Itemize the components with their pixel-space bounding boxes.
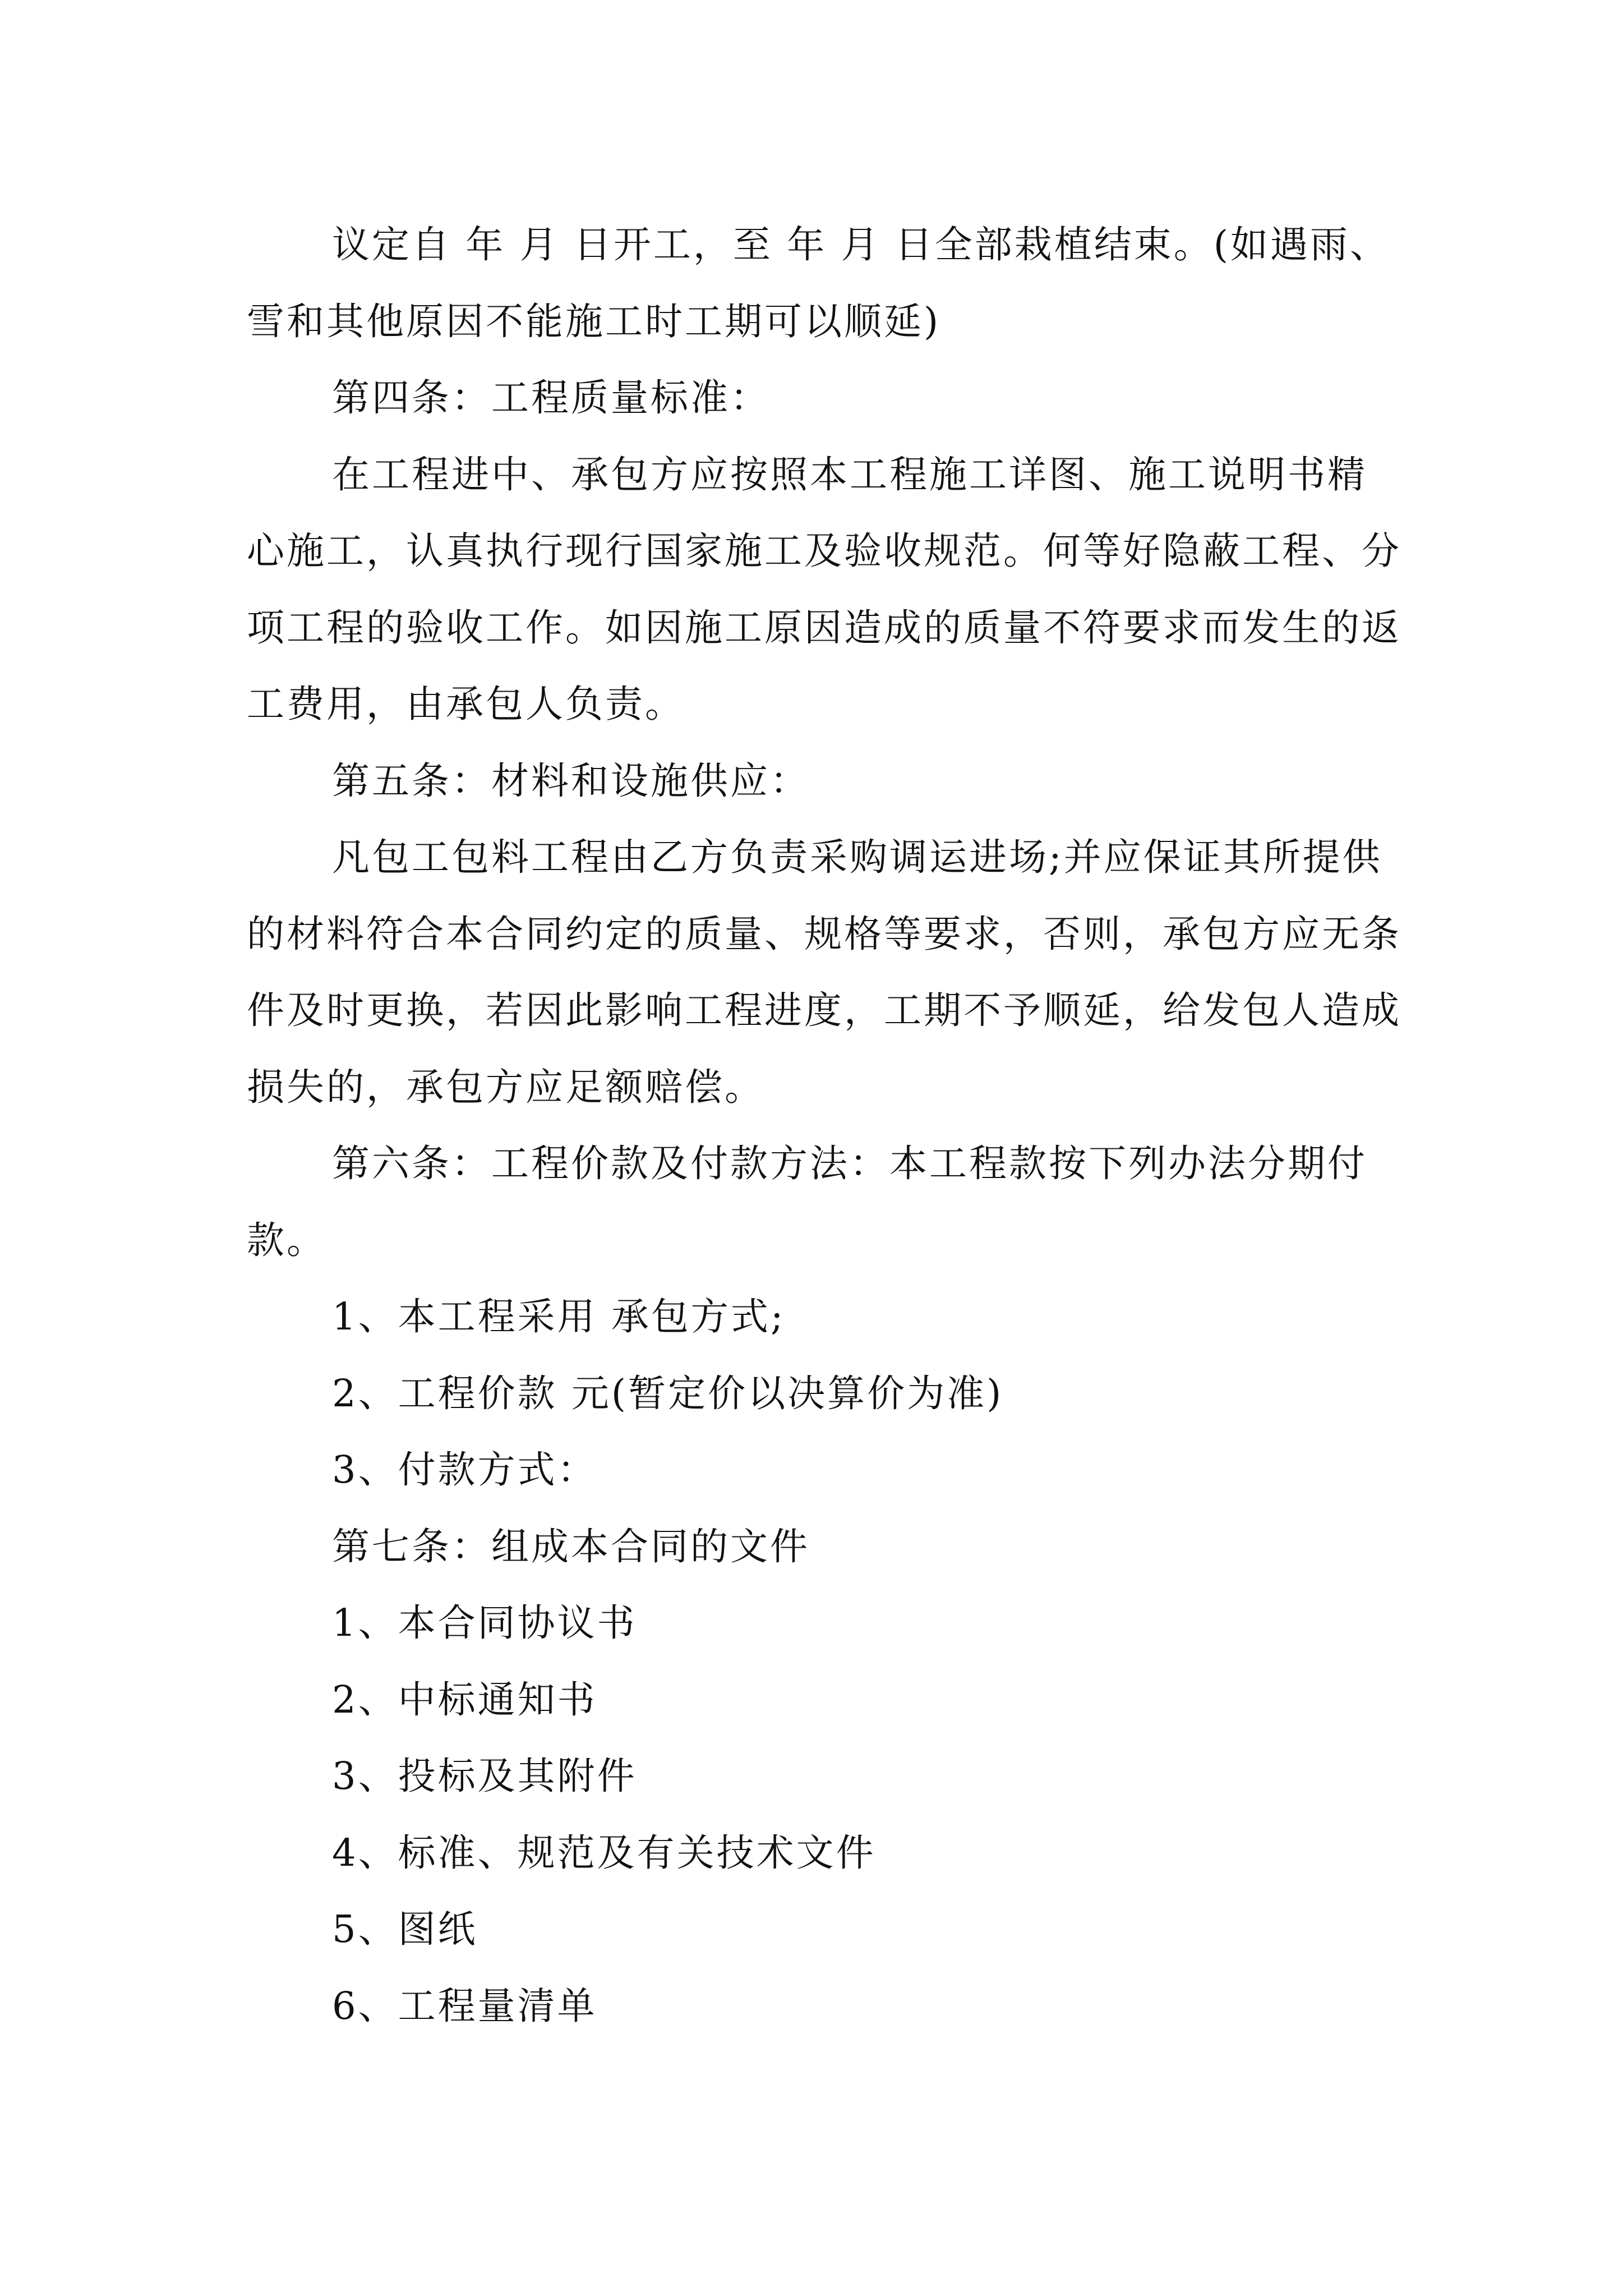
list-item-drawings: 5、图纸 <box>332 1907 478 1951</box>
heading-article-7: 第七条：组成本合同的文件 <box>332 1524 810 1568</box>
list-item-award-notice: 2、中标通知书 <box>332 1677 597 1722</box>
paragraph-quality: 在工程进中、承包方应按照本工程施工详图、施工说明书精心施工，认真执行现行国家施工及验收规范。何等好隐蔽工程、分项工程的验收工作。如因施工原因造成的质量不符要求而发生的返工费用，由承包人负责。 <box>247 452 1401 726</box>
list-item-payment-method: 3、付款方式： <box>332 1448 597 1492</box>
list-item-standards: 4、标准、规范及有关技术文件 <box>332 1830 876 1875</box>
list-item-contract-mode: 1、本工程采用 承包方式; <box>332 1295 786 1338</box>
heading-article-4: 第四条：工程质量标准： <box>332 376 770 420</box>
heading-article-6: 第六条：工程价款及付款方法：本工程款按下列办法分期付款。 <box>247 1142 1367 1262</box>
paragraph-schedule: 议定自 年 月 日开工，至 年 月 日全部栽植结束。(如遇雨、雪和其他原因不能施工时工期可以顺延) <box>247 223 1390 343</box>
paragraph-materials: 凡包工包料工程由乙方负责采购调运进场;并应保证其所提供的材料符合本合同约定的质量、规格等要求，否则，承包方应无条件及时更换，若因此影响工程进度，工期不予顺延，给发包人造成损失的，承包方应足额赔偿。 <box>247 835 1401 1109</box>
list-item-price: 2、工程价款 元(暂定价以决算价为准) <box>332 1371 1004 1415</box>
list-item-agreement: 1、本合同协议书 <box>332 1601 637 1645</box>
heading-article-5: 第五条：材料和设施供应： <box>332 758 810 803</box>
list-item-bid: 3、投标及其附件 <box>332 1754 637 1798</box>
document-body <box>247 206 1402 2044</box>
list-item-bill-of-quantities: 6、工程量清单 <box>332 1984 597 2028</box>
